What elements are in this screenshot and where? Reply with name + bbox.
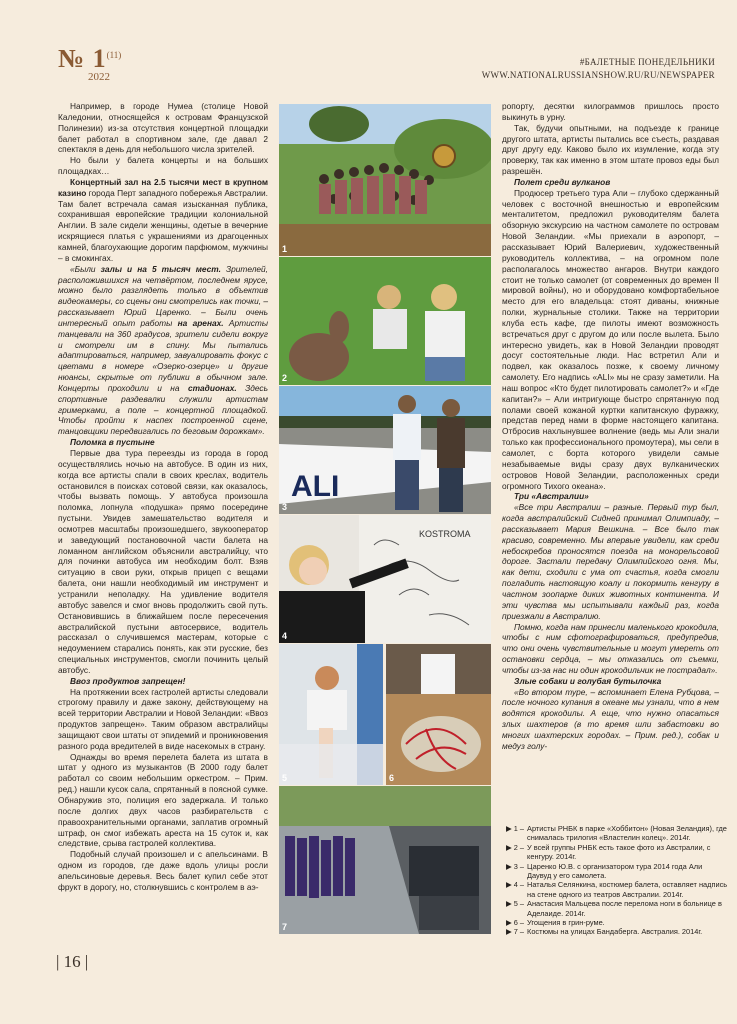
article-column-left: Например, в городе Нумеа (столице Новой Каледонии, относящейся к островам Французской Полинезии) из-за отсутствия концертной площадки балет работал в спортивном зале, где давал 2 спектакля в день для небольшого числа зрителей. Но были у балета концерты и на больших площадках… Концертный зал на 2.5 тысячи мест в крупном казино города Перт западного побережья Австралии. Там балет встречала самая изысканная публика, сохранившая европейские традиции колониальной Англии. В зале сидели женщины, одетые в вечерние искрящиеся платья с украшениями из драгоценных камней, благоухающие дорогим парфюмом, мужчины – в смокингах. «Были залы и на 5 тысяч мест. Зрителей, расположившихся на четвёртом, последнем ярусе, можно было разглядеть только в объектив видеокамеры, со сцены они смотрелись как точки, – рассказывает Юрий Царенко. – Были очень интересный опыт работы на аренах. Артисты танцевали на 360 градусов, зрители сидели вокруг и смотрели им в спину. Мы пытались адаптироваться, например, завуалировать фокус с цветами в номере «Озерко-озерце» и другие нюансы, скрытые от публики в обычном зале. Концерты проходили и на стадионах. Здесь спортивные раздевалки служили артистам гримерками, а поле – концертной площадкой. Чтобы пройти к наспех построенной сцене, танцовщики передвигались по беговым дорожкам». Поломка в пустыне Первые два тура переезды из города в город осуществлялись ночью на автобусе. В один из них, когда все артисты спали в своих креслах, водитель остановился в поисках сотовой связи, как оказалось, чтобы вызвать помощь. У автобуса произошла поломка, лопнула «подушка» прямо посередине пустыни. Увидев замешательство водителя и осмотрев масштабы произошедшего, звукооператор и заведующий постановочной части балета на ломанном английском объяснили австралийцу, что для починки автобуса им необходим болт. Взяв ситуацию в свои руки, открыв прицеп с вещами балета, они нашли необходимый им инструмент и устранили неполадку. На удивление водителя автобус завелся и смог вновь продолжить свой путь. Остановившись в ближайшем после пересечения австралийской пустыни автосервисе, водитель рассказал о случившемся мастерам, которые с недоумением старались понять, как эти русские, без специальных инструментов, смогли починить целый автобус. Ввоз продуктов запрещен! На протяжении всех гастролей артисты следовали строгому правилу и даже закону, действующему на всей территории Австралии и Новой Зеландии: «Ввоз продуктов запрещен». Таким образом австралийцы защищают свои штаты от эпидемий и проникновения разного рода вредителей в виде насекомых в страну. Однажды во время перелета балета из штата в штат у одного из музыкантов (В 2000 году балет работал со своим небольшим оркестром. – Прим. ред.) нашли кусок сала, спрятанный в поясной сумке. Обнаружив это, полиция его задержала. И только после долгих двух часов разбирательств с правоохранительными органами, заплатив огромный штраф, он смог избежать ареста на 15 суток и, как следствие, срыва гастролей коллектива. Подобный случай произошел и с апельсинами. В одном из городов, где даже вдоль улицы росли апельсиновые деревья. Весь балет купил себе этот фрукт в дорогу, но, столкнувшись с контролем в аэ- xyxy=(58,101,269,892)
caption-item: ▶ 7 – Костюмы на улицах Бандаберга. Австралия. 2014г. xyxy=(506,927,703,937)
caption-item: ▶ 4 – Наталья Селянкина, костюмер балета, оставляет надпись на стене одного из театров Австралии. 2014г. xyxy=(506,880,728,899)
subheading: Злые собаки и голубая бутылочка xyxy=(514,675,662,686)
caption-item: ▶ 1 – Артисты РНБК в парке «Хоббитон» (Новая Зеландия), где снималась трилогия «Властелин колец». 2014г. xyxy=(506,824,727,843)
photo-green-room: 6 xyxy=(386,644,491,785)
caption-item: ▶ 6 – Угощения в грин-руме. xyxy=(506,918,605,928)
svg-text:KOSTROMA: KOSTROMA xyxy=(419,529,471,539)
page-header xyxy=(482,56,715,82)
subheading: Ввоз продуктов запрещен! xyxy=(70,675,186,686)
issue-number: № 1$^{(11)}$ 2022 xyxy=(58,44,122,83)
svg-text:ALI: ALI xyxy=(291,470,340,503)
article-column-right: ропорту, десятки килограммов пришлось просто выкинуть в урну. Так, будучи опытными, на подъезде к границе другого штата, артисты пытались все съесть, раздавая друг другу еду. Каково было их изумление, когда эту проверку, так как именно в этом штате провоз еды был разрешён. Полет среди вулканов Продюсер третьего тура Али – глубоко сдержанный человек с восточной внешностью и европейским менталитетом, предложил руководителям балета обзорную экскурсию на частном самолете по островам Новой Зеландии. «Мы приехали в аэропорт, – рассказывает Юрий Валериевич, художественный руководитель коллектива, – на огромном поле располагалось множество ангаров. Внутри каждого стоит не только самолет (от современных до времен II мировой войны), но и оборудовано комфортабельное место для его владельца: стоят диваны, книжные полки, журнальные столики. Также на территории клуба есть кафе, где пилоты имеют возможность встречаться друг с другом до или после вылета. Было интересно увидеть, как в Новой Зеландии проводят досуг состоятельные люди. Нас встретил Али и подвел, как оказалось позже, к своему личному самолету. Его надпись «ALI» мы не сразу заметили. На наш вопрос «Кто будет пилотировать самолет?» и «Где капитан?» – Али интригующе быстро спрятанную под полами своей кожаной куртки капитанскую фуражку, представ перед нами в форме настоящего капитана. Отбросив нахлынувшее волнение (ведь мы Али знали только как профессионального промоутера), мы сели в самолет, с борта которого увидели самые незабываемые виды сразу двух вулканических островов Новой Зеландии, расположенных среди огромного Тихого океана». Три «Австралии» «Все три Австралии – разные. Первый тур был, когда австралийский Сидней принимал Олимпиаду, – рассказывает Мария Вешкина. – Все было так красиво, современно. Мы впервые увидели, как среди небоскребов проносятся поезда на монорельсовой дороге. Застали передачу Олимпийского огня. Мы, как дети, сходили с ума от счастья, когда смогли погладить настоящую коалу и покормить кенгуру в частном зоопарке диких животных континента. И эти чувства мы испытывали каждый раз, когда приезжали в Австралию. Помню, когда нам принесли маленького крокодила, чтобы с ним сфотографироваться, предупредив, что они очень чувствительные и могут умереть от остановки сердца, – мы отказались от съемки, чтобы из-за нас ни один крокодильчик не пострадал». Злые собаки и голубая бутылочка «Во втором туре, – вспоминает Елена Рубцова, – после ночного купания в океане мы узнали, что в нем водятся крокодилы. А еще, что нужно опасаться злых шахтеров (в то время шли забастовки во многих шахтерских городах. – Прим. ред.), собак и медуз голу- xyxy=(502,101,719,751)
photo-hospital: 5 xyxy=(279,644,383,785)
photo-street-costumes: 7 xyxy=(279,786,491,934)
photo-plane: ALI 3 xyxy=(279,386,491,514)
photo-captions xyxy=(506,824,728,937)
photo-hobbiton: 1 xyxy=(279,104,491,256)
caption-item: ▶ 5 – Анастасия Мальцева после перелома ноги в больнице в Аделаиде. 2014г. xyxy=(506,899,722,918)
issue-year: 2022 xyxy=(88,71,110,83)
subheading: Поломка в пустыне xyxy=(70,437,155,448)
website-link[interactable]: WWW.NATIONALRUSSIANSHOW.RU/RU/NEWSPAPER xyxy=(481,70,715,80)
caption-item: ▶ 3 – Царенко Ю.В. с организатором тура 2014 года Али Даувуд у его самолета. xyxy=(506,861,703,881)
subheading: Полет среди вулканов xyxy=(514,176,611,187)
photo-kangaroo: 2 xyxy=(279,257,491,385)
subheading: Три «Австралии» xyxy=(514,491,589,502)
rubric: #БАЛЕТНЫЕ ПОНЕДЕЛЬНИКИ xyxy=(579,57,715,67)
page-number: | 16 | xyxy=(56,952,89,971)
photo-wall-signing: KOSTROMA 4 xyxy=(279,515,491,643)
caption-item: ▶ 2 – У всей группы РНБК есть такое фото из Австралии, с кенгуру. 2014г. xyxy=(506,842,711,862)
